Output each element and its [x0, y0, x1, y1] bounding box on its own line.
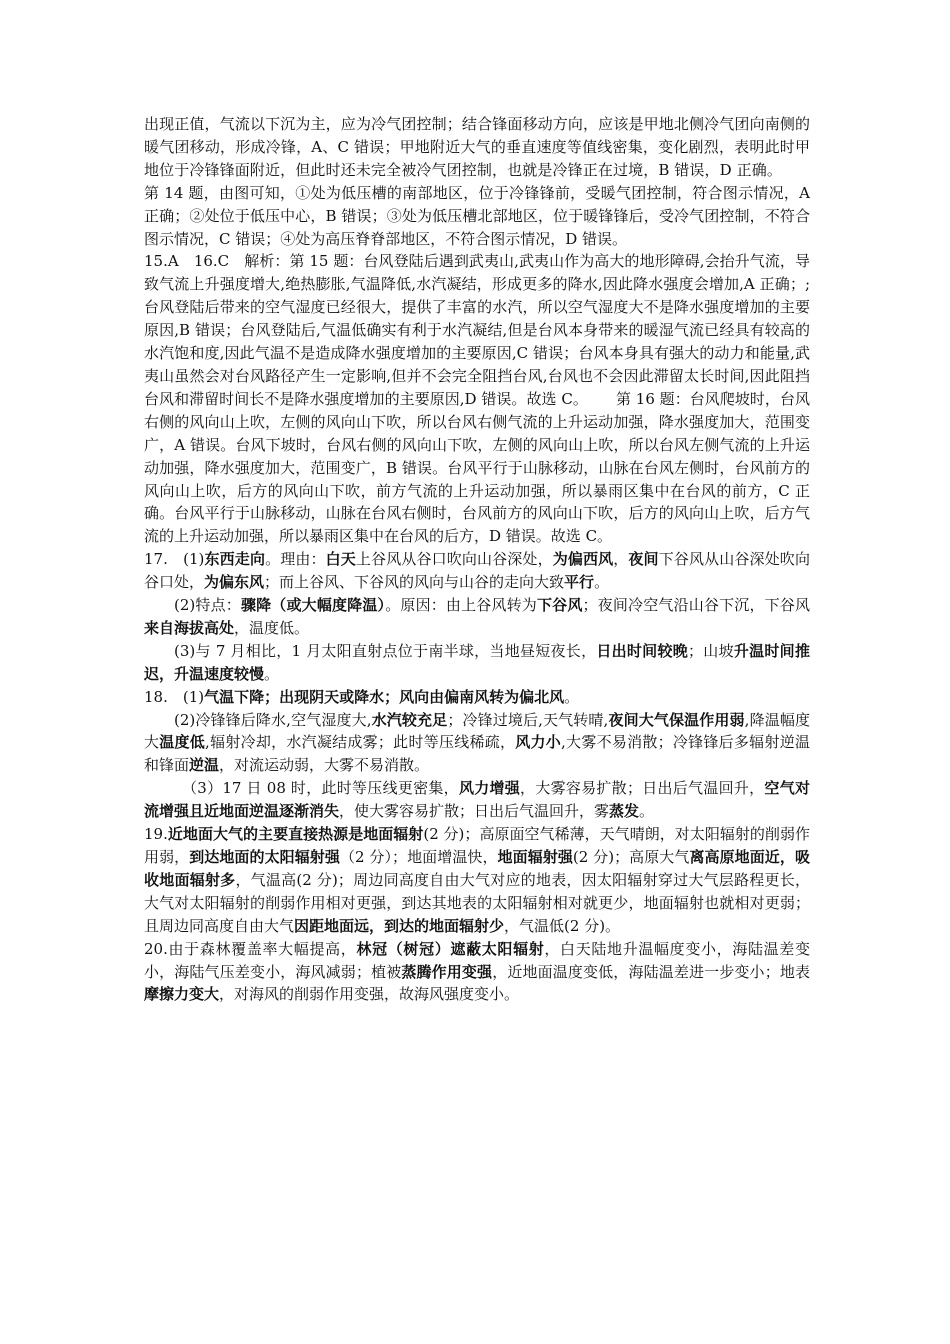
paragraph-p8: [144, 777, 810, 823]
text-run: 第 16 题：台风爬坡时，台风右侧的风向山上吹，左侧的风向山下吹，所以台风右侧气流的上升运动加强，降水强度加大，范围变广，A 错误。台风下坡时，台风右侧的风向山下吹，左侧的风向山上吹，所以台风左侧气流的上升运动加强，降水强度加大，范围变广，B 错误。台风平行于山脉移动，山脉在台风左侧时，台风前方的风向山上吹，后方的风向山下吹，前方气流的上升运动加强，所以暴雨区集中在台风的前方，C 正确。台风平行于山脉移动，山脉在台风右侧时，台风前方的风向山下吹，后方的风向山上吹，后方气流的上升运动加强，所以暴雨区集中在台风的后方，D 错误。故选 C。: [144, 389, 811, 546]
paragraph-p3: [144, 548, 810, 594]
bold-text: 蒸腾作用变强: [401, 962, 493, 981]
text-run: (2)冷锋锋后降水,空气湿度大,: [174, 710, 372, 729]
text-run: ,辐射冷却，水汽凝结成雾；此时等压线稀疏，: [205, 733, 516, 752]
paragraph-p4: [144, 594, 810, 640]
bold-text: 来自海拔高处: [144, 618, 235, 637]
bold-text: 离高原地面近，吸收地面辐射多: [144, 848, 810, 889]
text-run: ；冷锋过境后,天气转晴,: [447, 710, 609, 729]
text-run: ，大雾容易扩散；日出后气温回升，: [520, 779, 765, 798]
text-run: 。: [564, 687, 580, 706]
text-run: ，温度低。: [234, 618, 310, 637]
text-run: ，白天陆地升温幅度变小，海陆温差变小，海陆气压差变小，海风减弱；植被: [144, 939, 810, 981]
bold-text: 为偏东风: [204, 573, 265, 592]
text-run: 19.: [144, 825, 168, 844]
bold-text: 为偏西风: [552, 550, 614, 569]
text-run: 20.由于森林覆盖率大幅提高，: [144, 939, 357, 958]
bold-text: 逆温: [189, 756, 220, 775]
text-run: 17. (1): [144, 550, 205, 569]
text-run: (2)特点：: [174, 596, 241, 615]
bold-text: 夜间: [628, 550, 659, 569]
document-page: [144, 113, 810, 1006]
bold-text: 下谷风: [536, 596, 583, 615]
bold-text: 空气对流增强且近地面逆温逐渐消失: [144, 779, 810, 821]
paragraph-p5: [144, 640, 810, 686]
text-run: 。: [594, 573, 610, 592]
bold-text: 气温下降；出现阴天或降水；风向由偏南风转为偏北风: [204, 687, 565, 706]
paragraph-p9: [144, 823, 810, 938]
text-run: ，对流运动弱，大雾不易消散。: [219, 756, 430, 775]
text-run: 。原因：由上谷风转为: [385, 596, 537, 615]
paragraph-p2: [144, 250, 810, 548]
text-run: (3)与 7 月相比，1 月太阳直射点位于南半球，当地昼短夜长，: [174, 641, 597, 660]
text-run: 。理由：: [265, 550, 326, 569]
text-run: ,降温幅度大: [144, 710, 810, 752]
paragraph-p6: [144, 686, 810, 709]
text-run: ,大雾不易消散；冷锋锋后多辐射逆温和锋面: [144, 733, 810, 775]
text-run: (2 分)；高原大气: [572, 848, 690, 866]
bold-text: 平行: [564, 573, 595, 592]
text-run: 出现正值，气流以下沉为主，应为冷气团控制；结合锋面移动方向，应该是甲地北侧冷气团向南侧的暖气团移动，形成冷锋，A、C 错误；甲地附近大气的垂直速度等值线密集，变化剧烈，表明此时甲地位于冷锋锋面附近，但此时还未完全被冷气团控制，也就是冷锋正在过境，B 错误，D 正确。: [144, 115, 810, 179]
bold-text: 林冠（树冠）遮蔽太阳辐射: [356, 939, 545, 958]
text-run: 15.A 16.C 解析：第 15 题：台风登陆后遇到武夷山,武夷山作为高大的地形障碍,会抬升气流，导致气流上升强度增大,绝热膨胀,气温降低,水汽凝结，形成更多的降水,因此降水强度会增加,A 正确；;台风登陆后带来的空气湿度已经很大，提供了丰富的水汽，所以空气湿度大不是降水强度增加的主要原因,B 错误；台风登陆后,气温低确实有利于水汽凝结,但是台风本身带来的暖湿气流已经具有较高的水汽饱和度,因此气温不是造成降水强度增加的主要原因,C 错误；台风本身具有强大的动力和能量,武夷山虽然会对台风路径产生一定影响,但并不会完全阻挡台风,台风也不会因此滞留太长时间,因此阻挡台风和滞留时间长不是降水强度增加的主要原因,D 错误。故选 C。: [144, 252, 810, 408]
text-run: 第 14 题，由图可知，①处为低压槽的南部地区，位于冷锋锋前，受暖气团控制，符合图示情况，A 正确；②处位于低压中心，B 错误；③处为低压槽北部地区，位于暖锋锋后，受冷气团控制，不符合图示情况，C 错误；④处为高压脊脊部地区，不符合图示情况，D 错误。: [144, 183, 810, 248]
text-run: ，气温低(2 分)。: [504, 916, 621, 935]
bold-text: 地面辐射强: [497, 848, 573, 866]
paragraph-p1: [144, 113, 810, 250]
text-run: ，气温高(2 分)；周边同高度自由大气对应的地表，因太阳辐射穿过大气层路程更长，大气对太阳辐射的削弱作用相对更强，到达其地表的太阳辐射相对就更少，地面辐射也就相对更弱；且周边同高度自由大气: [144, 870, 810, 935]
paragraph-p10: [144, 938, 810, 1007]
text-run: （2 分）；地面增温快，: [339, 848, 498, 866]
text-run: （3）17 日 08 时，此时等压线更密集，: [182, 779, 459, 798]
text-run: ；山坡: [688, 641, 734, 660]
text-run: ，使大雾容易扩散；日出后气温回升，雾: [339, 802, 610, 821]
bold-text: 白天: [325, 550, 356, 569]
bold-text: 东西走向: [204, 550, 266, 569]
bold-text: 近地面大气的主要直接热源是地面辐射: [167, 825, 424, 844]
paragraph-p7: [144, 709, 810, 778]
text-run: ；夜间冷空气沿山谷下沉，下谷风: [582, 596, 810, 615]
text-run: ；而上谷风、下谷风的风向与山谷的走向大致: [264, 573, 565, 592]
bold-text: 水汽较充足: [371, 710, 448, 729]
text-run: 18. (1): [144, 687, 205, 706]
bold-text: 温度低: [159, 733, 206, 752]
text-run: 。: [264, 664, 280, 683]
bold-text: 升温时间推迟，升温速度较慢: [144, 641, 810, 683]
text-run: 。: [639, 802, 655, 821]
bold-text: 骤降（或大幅度降温）: [240, 596, 386, 615]
text-run: ，: [613, 550, 629, 569]
bold-text: 风力增强: [458, 779, 521, 798]
text-run: ，近地面温度变低，海陆温差进一步变小；地表: [492, 962, 810, 981]
bold-text: 日出时间较晚: [596, 641, 689, 660]
bold-text: 因距地面远，到达的地面辐射少: [294, 916, 505, 935]
bold-text: 摩擦力变大: [144, 985, 220, 1004]
bold-text: 蒸发: [609, 802, 640, 821]
text-run: 上谷风从谷口吹向山谷深处，: [355, 550, 553, 569]
bold-text: 风力小: [515, 733, 562, 752]
text-run: (2 分)；高原面空气稀薄，天气晴朗，对太阳辐射的削弱作用弱，: [144, 825, 810, 866]
text-run: 下谷风从山谷深处吹向谷口处，: [144, 550, 810, 592]
bold-text: 夜间大气保温作用弱: [608, 710, 745, 729]
text-run: ，对海风的削弱作用变强，故海风强度变小。: [219, 985, 520, 1004]
bold-text: 到达地面的太阳辐射强: [189, 848, 340, 866]
